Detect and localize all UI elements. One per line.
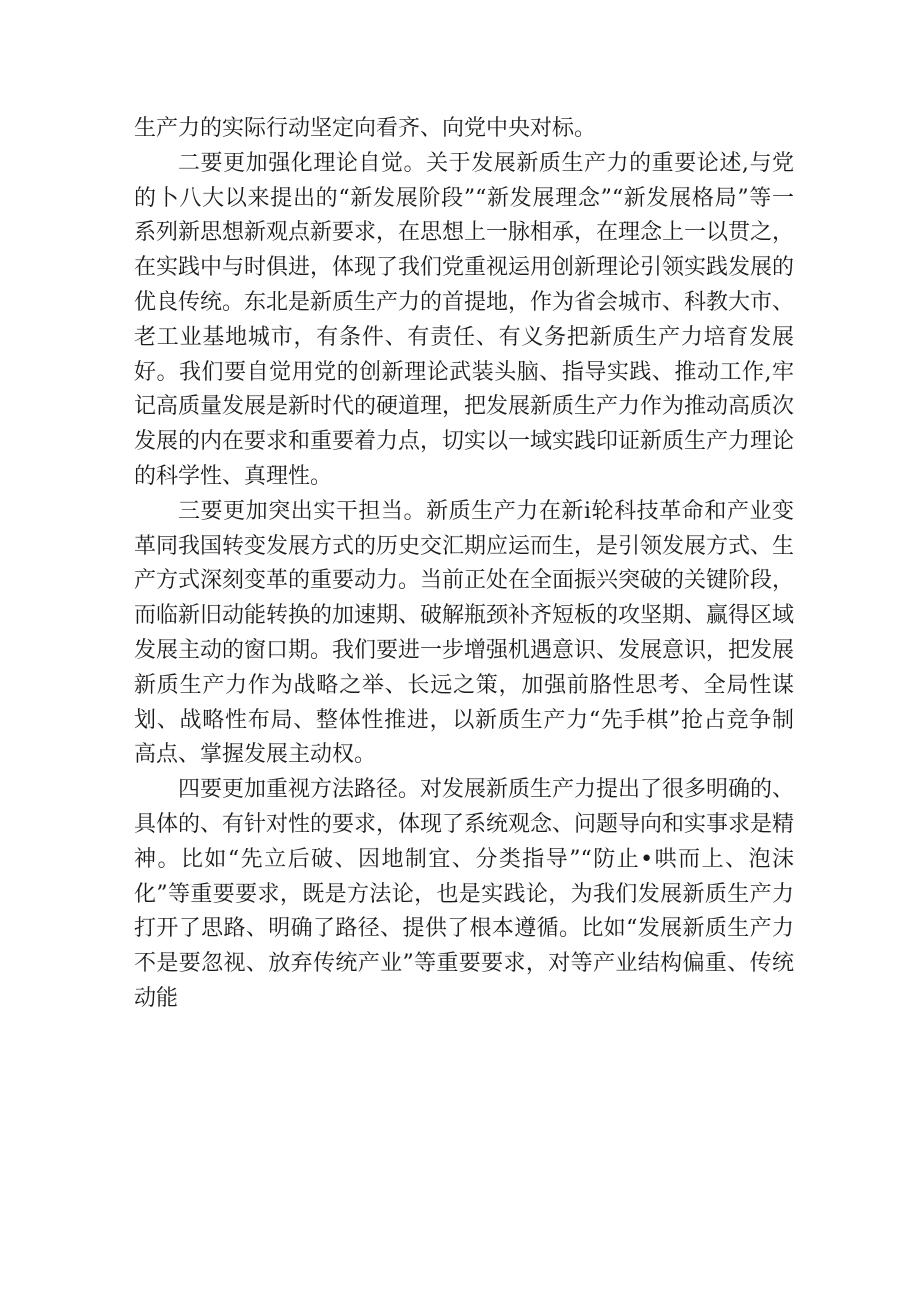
paragraph-theory-awareness: 二要更加强化理论自觉。关于发展新质生产力的重要论述,与党的卜八大以来提出的“新发展阶段”“新发展理念”“新发展格局”等一系列新思想新观点新要求，在思想上一脉相承，在理念上一以贯之，在实践中与时俱进，体现了我们党重视运用创新理论引领实践发展的优良传统。东北是新质生产力的首提地，作为省会城市、科教大市、老工业基地城市，有条件、有责任、有义务把新质生产力培育发展好。我们要自觉用党的创新理论武装头脑、指导实践、推动工作,牢记高质量发展是新时代的硬道理，把发展新质生产力作为推动高质次发展的内在要求和重要着力点，切实以一域实践印证新质生产力理论的科学性、真理性。 <box>134 150 795 489</box>
paragraph-continuation: 生产力的实际行动坚定向看齐、向党中央对标。 <box>134 116 597 141</box>
paragraph-methods-paths: 四要更加重视方法路径。对发展新质生产力提出了很多明确的、具体的、有针对性的要求，体现了系统观念、问题导向和实事求是精神。比如“先立后破、因地制宜、分类指导”“防止•哄而上、泡沫化”等重要要求，既是方法论，也是实践论，为我们发展新质生产力打开了思路、明确了路径、提供了根本遵循。比如“发展新质生产力不是要忽视、放弃传统产业”等重要要求，对等产业结构偏重、传统动能 <box>134 777 795 1011</box>
paragraph-practical-responsibility: 三要更加突出实干担当。新质生产力在新i轮科技革命和产业变革同我国转变发展方式的历史交汇期应运而生，是引领发展方式、生产方式深刻变革的重要动力。当前正处在全面振兴突破的关键阶段，而临新旧动能转换的加速期、破解瓶颈补齐短板的攻坚期、赢得区域发展主动的窗口期。我们要进一步增强机遇意识、发展意识，把发展新质生产力作为战略之举、长远之策，加强前胳性思考、全局性谋划、战略性布局、整体性推进，以新质生产力“先手棋”抢占竞争制高点、掌握发展主动权。 <box>134 498 795 768</box>
document-body <box>134 112 794 1017</box>
